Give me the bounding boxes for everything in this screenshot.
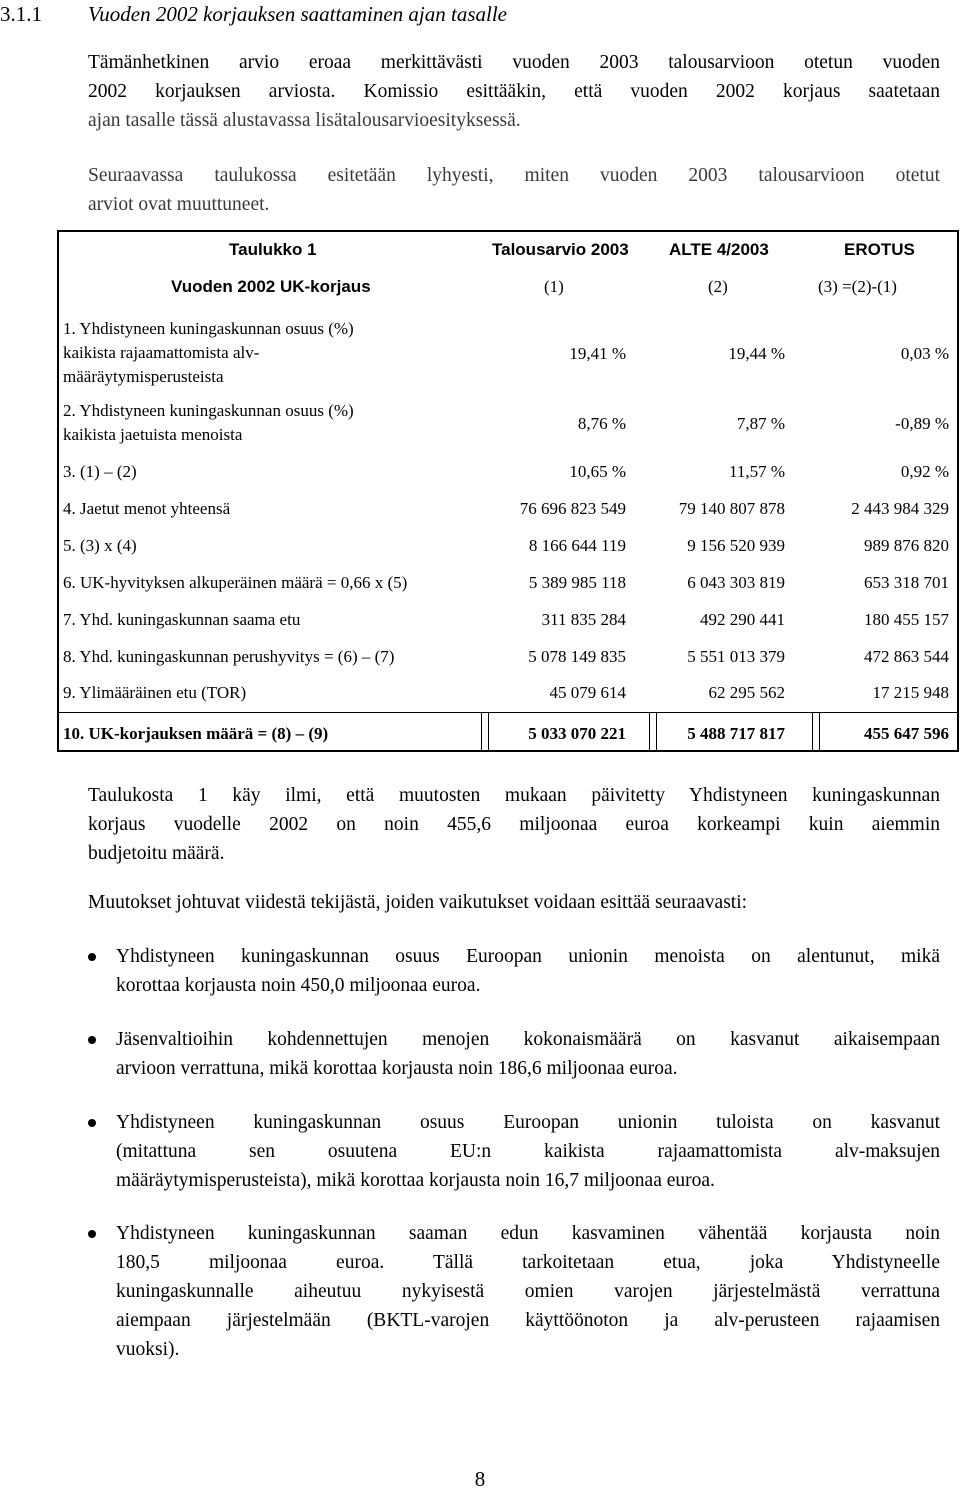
- cell-value: 45 079 614: [549, 683, 626, 702]
- row-label: 5. (3) x (4): [63, 536, 137, 555]
- column-sub-1: (1): [544, 277, 564, 296]
- cell-value: 989 876 820: [864, 536, 949, 555]
- cell-value: 79 140 807 878: [678, 499, 785, 518]
- line: korjaus vuodelle 2002 on noin 455,6 miljoonaa euroa korkeampi kuin aiemmin: [88, 814, 940, 835]
- total-row-label: 10. UK-korjauksen määrä = (8) – (9): [63, 724, 329, 743]
- line: Muutokset johtuvat viidestä tekijästä, joiden vaikutukset voidaan esittää seuraavasti:: [88, 892, 748, 913]
- cell-value: 7,87 %: [736, 414, 785, 433]
- total-separator: [481, 713, 489, 750]
- cell-value: 653 318 701: [864, 573, 949, 592]
- cell-value: 5 551 013 379: [687, 647, 785, 666]
- cell-value: 311 835 284: [541, 610, 626, 629]
- total-separator: [649, 713, 657, 750]
- row-label: 6. UK-hyvityksen alkuperäinen määrä = 0,66 x (5): [63, 573, 408, 592]
- cell-value: 472 863 544: [864, 647, 949, 666]
- line: Seuraavassa taulukossa esitetään lyhyesti, miten vuoden 2003 talousarvioon otetut: [88, 165, 940, 186]
- row-label: 4. Jaetut menot yhteensä: [63, 499, 231, 518]
- row-label: 2. Yhdistyneen kuningaskunnan osuus (%) kaikista jaetuista menoista: [63, 401, 354, 444]
- cell-value: 0,92 %: [900, 462, 949, 481]
- cell-value: 0,03 %: [900, 344, 949, 363]
- section-title: Vuoden 2002 korjauksen saattaminen ajan tasalle: [88, 2, 507, 26]
- section-heading: [0, 2, 507, 27]
- cell-value: 8 166 644 119: [528, 536, 626, 555]
- column-header-alte: ALTE 4/2003: [669, 240, 769, 259]
- line: 2002 korjauksen arviosta. Komissio esittääkin, että vuoden 2002 korjaus saatetaan: [88, 81, 940, 102]
- cell-value: 10,65 %: [569, 462, 626, 481]
- cell-value: 19,44 %: [728, 344, 785, 363]
- row-label: 9. Ylimääräinen etu (TOR): [63, 683, 247, 702]
- intro-paragraph: [88, 48, 940, 135]
- page-number: 8: [474, 1467, 486, 1491]
- row-label: 7. Yhd. kuningaskunnan saama etu: [63, 610, 301, 629]
- cell-value: 11,57 %: [728, 462, 785, 481]
- total-value: 5 488 717 817: [687, 724, 785, 743]
- line: arviot ovat muuttuneet.: [88, 194, 270, 215]
- section-number: 3.1.1: [0, 2, 42, 26]
- row-label: 8. Yhd. kuningaskunnan perushyvitys = (6) – (7): [63, 647, 395, 666]
- total-separator: [812, 713, 820, 750]
- table-subtitle: Vuoden 2002 UK-korjaus: [171, 277, 371, 296]
- cell-value: 5 389 985 118: [528, 573, 626, 592]
- cell-value: 492 290 441: [700, 610, 785, 629]
- bullet-icon: [88, 953, 96, 961]
- column-sub-2: (2): [708, 277, 728, 296]
- cell-value: 62 295 562: [708, 683, 785, 702]
- cell-value: 6 043 303 819: [687, 573, 785, 592]
- correction-table: [57, 230, 959, 752]
- line: budjetoitu määrä.: [88, 843, 225, 864]
- bullet-icon: [88, 1036, 96, 1044]
- table-title: Taulukko 1: [229, 240, 317, 259]
- line: Tämänhetkinen arvio eroaa merkittävästi vuoden 2003 talousarvioon otetun vuoden: [88, 52, 940, 73]
- bullet-icon: [88, 1230, 96, 1238]
- bullet-icon: [88, 1119, 96, 1127]
- table-intro-paragraph: [88, 161, 940, 219]
- cell-value: 76 696 823 549: [519, 499, 626, 518]
- total-value: 5 033 070 221: [528, 724, 626, 743]
- summary-paragraph: [88, 781, 940, 868]
- cell-value: 9 156 520 939: [687, 536, 785, 555]
- row-label: 1. Yhdistyneen kuningaskunnan osuus (%) kaikista rajaamattomista alv- määräytymisperusteista: [63, 319, 354, 386]
- column-sub-3: (3) =(2)-(1): [818, 277, 897, 296]
- row-label: 3. (1) – (2): [63, 462, 137, 481]
- cell-value: 180 455 157: [864, 610, 949, 629]
- cell-value: -0,89 %: [895, 414, 949, 433]
- column-header-erotus: EROTUS: [844, 240, 915, 259]
- cell-value: 19,41 %: [569, 344, 626, 363]
- cell-value: 8,76 %: [577, 414, 626, 433]
- cell-value: 17 215 948: [872, 683, 949, 702]
- total-value: 455 647 596: [864, 724, 949, 743]
- line: Taulukosta 1 käy ilmi, että muutosten mukaan päivitetty Yhdistyneen kuningaskunnan: [88, 785, 940, 806]
- line: ajan tasalle tässä alustavassa lisätalousarvioesityksessä.: [88, 110, 521, 131]
- column-header-talousarvio: Talousarvio 2003: [492, 240, 629, 259]
- factors-paragraph: [88, 888, 940, 917]
- total-rule: [59, 712, 957, 713]
- cell-value: 5 078 149 835: [528, 647, 626, 666]
- cell-value: 2 443 984 329: [851, 499, 949, 518]
